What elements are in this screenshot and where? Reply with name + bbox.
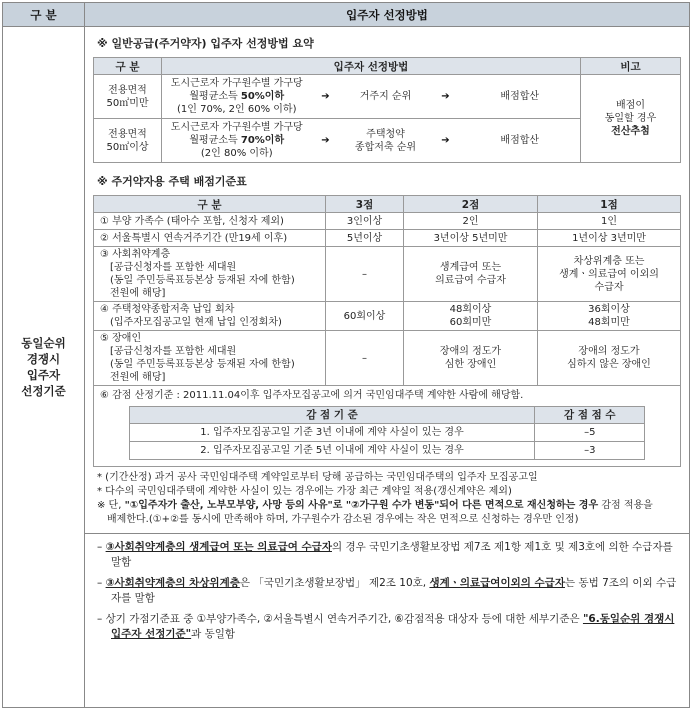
notes xyxy=(93,471,681,527)
selection-method-table xyxy=(2,2,690,708)
score-header-3: 3점 xyxy=(326,196,404,213)
arrow-icon: ➔ xyxy=(432,75,460,119)
score-cell: 5년이상 xyxy=(326,230,404,247)
score-row-label: ② 서울특별시 연속거주기간 (만19세 이후) xyxy=(94,230,326,247)
summary-header-method: 입주자 선정방법 xyxy=(162,58,581,75)
score-header-2: 2점 xyxy=(404,196,538,213)
method-cell: 주택청약 종합저축 순위 xyxy=(340,119,432,163)
bullet-near-poverty: – ③사회취약계층의 차상위계층은 「국민기초생활보장법」 제2조 10호, 생계ㆍ의료급여이외의 수급자는 동법 7조의 이외 수급자를 말함 xyxy=(97,577,677,604)
section2-title: ※ 주거약자용 주택 배점기준표 xyxy=(97,175,247,188)
score-cell: 장애의 정도가 심하지 않은 장애인 xyxy=(538,331,681,386)
section1-title: ※ 일반공급(주거약자) 입주자 선정방법 요약 xyxy=(97,37,314,50)
score-header-1: 1점 xyxy=(538,196,681,213)
score-cell: 60회이상 xyxy=(326,302,404,331)
deduction-criteria: 1. 입주자모집공고일 기준 3년 이내에 계약 사실이 있는 경우 xyxy=(129,424,535,442)
reference-link[interactable]: "6.동일순위 경쟁시 입주자 선정기준" xyxy=(111,613,675,640)
score-cell: 생계급여 또는 의료급여 수급자 xyxy=(404,247,538,302)
summary-header-category: 구 분 xyxy=(94,58,162,75)
header-category: 구 분 xyxy=(3,3,85,27)
area-cell: 전용면적 50㎡이상 xyxy=(94,119,162,163)
score-cell: 1년이상 3년미만 xyxy=(538,230,681,247)
note-multiple: * 다수의 국민임대주택에 계약한 사실이 있는 경우에는 가장 최근 계약일 적용(갱신계약은 제외) xyxy=(97,486,512,497)
result-cell: 배점합산 xyxy=(460,75,581,119)
row-label-line: 입주자 xyxy=(26,368,61,382)
arrow-icon: ➔ xyxy=(312,75,340,119)
income-cell: 도시근로자 가구원수별 가구당 월평균소득 70%이하 (2인 80% 이하) xyxy=(162,119,312,163)
summary-table xyxy=(93,57,681,163)
score-cell: 36회이상 48회미만 xyxy=(538,302,681,331)
score-cell: – xyxy=(326,331,404,386)
deduction-section xyxy=(94,386,681,467)
deduction-score: –5 xyxy=(535,424,645,442)
row-label-line: 경쟁시 xyxy=(26,352,61,366)
content-area xyxy=(85,27,689,707)
deduction-table xyxy=(129,406,646,460)
method-cell: 거주지 순위 xyxy=(340,75,432,119)
note-period: * (기간산정) 과거 공사 국민임대주택 계약일로부터 당해 공급하는 국민임대주택의 입주자 모집공고일 xyxy=(97,472,538,483)
score-cell: 3인이상 xyxy=(326,213,404,230)
score-row-label: ⑤ 장애인 [공급신청자를 포함한 세대원 (동일 주민등록표등본상 등재된 자에 한함) 전원에 해당] xyxy=(94,331,326,386)
area-cell: 전용면적 50㎡미만 xyxy=(94,75,162,119)
row-label xyxy=(3,27,85,707)
income-cell: 도시근로자 가구원수별 가구당 월평균소득 50%이하 (1인 70%, 2인 60% 이하) xyxy=(162,75,312,119)
bullet-detail-criteria: – 상기 가점기준표 중 ①부양가족수, ②서울특별시 연속거주기간, ⑥감점적용 대상자 등에 대한 세부기준은 "6.동일순위 경쟁시 입주자 선정기준"과 동일함 xyxy=(97,613,675,640)
deduction-criteria: 2. 입주자모집공고일 기준 5년 이내에 계약 사실이 있는 경우 xyxy=(129,442,535,460)
note-exception-detail: 배제한다.(①+②를 동시에 만족해야 하며, 가구원수가 감소된 경우에는 작은 면적으로 신청하는 경우만 인정) xyxy=(107,514,579,525)
note-exception: ※ 단, "①입주자가 출산, 노부모부양, 사망 등의 사유"로 "②가구원 수가 변동"되어 다른 면적으로 재신청하는 경우 감점 적용을 xyxy=(97,500,653,511)
remark-cell: 배점이 동일할 경우 전산추첨 xyxy=(581,75,681,163)
score-cell: 3년이상 5년미만 xyxy=(404,230,538,247)
bullet-livelihood: – ③사회취약계층의 생계급여 또는 의료급여 수급자의 경우 국민기초생활보장법 제7조 제1항 제1호 및 제3호에 의한 수급자를 말함 xyxy=(97,541,673,568)
score-table xyxy=(93,195,681,467)
arrow-icon: ➔ xyxy=(432,119,460,163)
score-row-label: ③ 사회취약계층 [공급신청자를 포함한 세대원 (동일 주민등록표등본상 등재된 자에 한함) 전원에 해당] xyxy=(94,247,326,302)
score-row-label: ④ 주택청약종합저축 납입 회차 (입주자모집공고일 현재 납입 인정회차) xyxy=(94,302,326,331)
score-row-label: ① 부양 가족수 (태아수 포함, 신청자 제외) xyxy=(94,213,326,230)
score-cell: 2인 xyxy=(404,213,538,230)
row-label-line: 선정기준 xyxy=(21,384,66,398)
deduction-header-criteria: 감 점 기 준 xyxy=(129,407,535,424)
score-cell: 차상위계층 또는 생계ㆍ의료급여 이외의 수급자 xyxy=(538,247,681,302)
deduction-header-score: 감 점 점 수 xyxy=(535,407,645,424)
summary-header-remark: 비고 xyxy=(581,58,681,75)
score-cell: – xyxy=(326,247,404,302)
score-header-category: 구 분 xyxy=(94,196,326,213)
divider xyxy=(85,533,689,534)
score-cell: 1인 xyxy=(538,213,681,230)
score-cell: 48회이상 60회미만 xyxy=(404,302,538,331)
deduction-score: –3 xyxy=(535,442,645,460)
arrow-icon: ➔ xyxy=(312,119,340,163)
result-cell: 배점합산 xyxy=(460,119,581,163)
header-selection-method: 입주자 선정방법 xyxy=(85,3,689,27)
score-cell: 장애의 정도가 심한 장애인 xyxy=(404,331,538,386)
row-label-line: 동일순위 xyxy=(21,336,66,350)
deduction-intro: ⑥ 감점 산정기준 : 2011.11.04이후 입주자모집공고에 의거 국민임대주택 계약한 사람에 해당함. xyxy=(100,390,524,401)
